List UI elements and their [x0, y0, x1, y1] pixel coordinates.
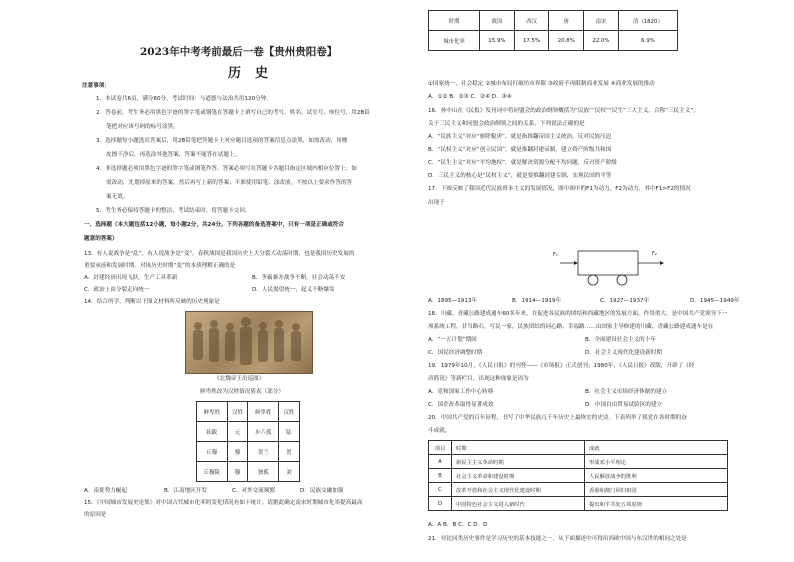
note-line: 1．本试卷共6页，满分60分，考试时间：与道德与法治共用120分钟。 — [96, 96, 272, 102]
table-cell: 形成邓小平理论 — [585, 455, 728, 469]
table-cell: 丘穆 — [197, 442, 228, 462]
table-row — [429, 441, 728, 455]
q17-option-c: C．1927—1937年 — [600, 298, 650, 304]
table-row — [429, 455, 728, 469]
q18-stem-cont: 项系统工程，甘当路石，写民一家，民族团结的同心路、幸福路……由国家主导修建的川藏、青藏公路建成通车是在 — [428, 324, 714, 330]
table-cell: C — [429, 483, 452, 497]
note-line: 笔把对应该号码的标号涂黑。 — [106, 124, 179, 130]
q14-option-a: A．南徙势力崛起 — [84, 488, 127, 494]
table-cell: B — [429, 469, 452, 483]
q20-stem-cont: 斗成就， — [428, 428, 451, 434]
note-line: 需改动，先划掉原来的答案，然后再写上新的答案；不准使用铅笔、涂改液。不按以上要求作答的答 — [106, 180, 353, 186]
table-cell: 20.8% — [549, 31, 584, 51]
f1-label: F₁ — [553, 252, 558, 258]
force-diagram — [560, 241, 680, 291]
table-row — [429, 469, 728, 483]
table-cell: 汉姓 — [227, 402, 248, 422]
table-cell: 清（1820） — [618, 11, 677, 31]
table-cell: 15.9% — [480, 31, 515, 51]
notes-heading: 注意事项： — [82, 83, 110, 89]
page-title: 2023年中考考前最后一卷【贵州贵阳卷】 — [140, 46, 338, 58]
q21-stem: 21．对比同类历史事件是学习历史的基本技能之一。从下面描述中可得出西欧中国与东汉世的相同之处是 — [428, 536, 687, 542]
table-row — [197, 462, 300, 482]
q13-stem-cont: 重要承前和发展时期。对该历史时期“变”的本质理解正确的是 — [84, 263, 236, 269]
q17-stem: 17．下图反映了我国近代民族资本主义的发展情况，图中图中的F1为动力，F2为动力，其中F1>F2的情况 — [428, 186, 691, 192]
q13-option-a: A．封建经济出现飞跃，生产工具革新 — [84, 275, 178, 281]
q14-option-b: B．江南地区开发 — [164, 488, 207, 494]
q19-option-c: C．国企改革取得显著成效 — [428, 402, 494, 408]
q16-option-a: A．“民族主义”对应“驱除鞑虏”，就是指推翻帝国主义统治，反对民族压迫 — [428, 134, 612, 140]
table-cell: 鲜卑姓 — [248, 402, 279, 422]
achievements-table — [428, 440, 728, 511]
mural-caption: 《北魏帝王出巡图》 — [214, 376, 265, 382]
table-cell: 香港和澳门回归祖国 — [585, 483, 728, 497]
q14-option-c: C．对外交流频繁 — [232, 488, 276, 494]
table-cell: 时期 — [452, 441, 585, 455]
table-row — [429, 11, 678, 31]
note-line: 皮擦干净后，再选涂其他答案，答案不能答在试题上。 — [106, 152, 241, 158]
q15-answers: A．①② B．②③ C．②④ D．③④ — [428, 94, 512, 100]
table-cell: 拓跋 — [197, 422, 228, 442]
q19-stem: 19．1979年10月，《人民日报》的刊登——《市场报》正式创刊；1980年，《人民日报》改版，开辟了《经 — [428, 363, 695, 369]
q18-option-c: C．国民经济调整时期 — [428, 350, 483, 356]
table-cell: 元 — [227, 422, 248, 442]
table-cell: 中国特色社会主义进入新时代 — [452, 497, 585, 511]
table-cell: 汉姓 — [279, 402, 300, 422]
urbanization-table — [428, 10, 678, 51]
section-heading: 一、选择题（本大题包括12小题，每小题2分，共24分。下列各题的备选答案中，只有一项是正确或符合 — [84, 222, 344, 228]
table-cell: 22.0% — [584, 31, 619, 51]
q13-stem: 13．有人说战争是“乱”，有人说战争是“变”。春秋战国是我国历史上大分裂大动荡时期，也是我国历史发展的 — [84, 251, 355, 257]
note-line: 5．考生务必保持答题卡的整洁，考试结束时，将答题卡交回。 — [96, 208, 251, 214]
note-line: 4．非选择题必须用黑色字迹的签字笔或钢笔作答，答案必须写在答题卡各题目指定区域内相应位置上；如 — [96, 166, 357, 172]
q13-option-c: C．政治上由分裂走向统一 — [84, 287, 150, 293]
table-cell: 穆 — [227, 462, 248, 482]
q18-option-d: D．社会主义现代化建设新时期 — [585, 350, 663, 356]
q17-stem-cont: 出现于 — [428, 200, 445, 206]
f1-arrowhead — [574, 261, 578, 265]
table-cell: 步六孤 — [248, 422, 279, 442]
table-cell: A — [429, 455, 452, 469]
cart-wheel — [588, 275, 598, 285]
q17-option-d: D．1945—1949年 — [690, 298, 740, 304]
q16-stem-cont: 关于三民主义和同盟会政治纲领之间的关系，下列说法正确的是 — [428, 121, 585, 127]
table-cell: 穆 — [227, 442, 248, 462]
mural-figures — [186, 312, 312, 373]
table-cell: D — [429, 497, 452, 511]
q14-option-d: D．民族交融加强 — [300, 488, 344, 494]
table-cell: 西汉 — [514, 11, 549, 31]
table-cell: 独孤 — [248, 462, 279, 482]
q20-answers: A．A B．B C．C D．D — [428, 522, 488, 528]
q18-option-a: A．“一五计划”期间 — [428, 337, 477, 343]
note-line: 3．选择题每小题选出答案后，用2B铅笔把答题卡上对应题目选项的答案信息点涂黑，如需改动，用橡 — [96, 138, 348, 144]
table-row — [197, 442, 300, 462]
table-cell: 项目 — [429, 441, 452, 455]
q19-stem-cont: 济简讯》等新栏目，出现这种现象是因为 — [428, 376, 529, 382]
note-line: 案无效。 — [106, 194, 129, 200]
q19-option-b: B．社会主义市场经济体制的建立 — [585, 389, 668, 395]
table-cell: 鲜卑姓 — [197, 402, 228, 422]
table-row — [197, 402, 300, 422]
f2-arrowhead — [660, 261, 664, 265]
table-cell: 时期 — [429, 11, 480, 31]
table-row — [429, 31, 678, 51]
table-cell: 6.9% — [618, 31, 677, 51]
q20-stem: 20．中国共产党的百年征程，书写了中华民族几千年历史上最恢宏的史诗。下表列举了我党在各时期的奋 — [428, 415, 687, 421]
q16-option-b: B．“民权主义”对应“创立民国”，就是推翻封建帝制，建立资产阶级共和国 — [428, 147, 612, 153]
table-cell: 南宋 — [584, 11, 619, 31]
q16-option-c: C．“民生主义”对应“平均地权”，就是解决资源分配不均问题，反对资产阶级 — [428, 160, 617, 166]
surname-table-title: 鲜卑姓改为汉姓情况简表（部分） — [200, 389, 284, 395]
table-cell: 贺 — [279, 442, 300, 462]
q18-option-b: B．全面建设社会主义的十年 — [585, 337, 656, 343]
table-row — [197, 422, 300, 442]
q19-option-a: A．党和国家工作中心转移 — [428, 389, 494, 395]
q15-options: ①国家统一，社会稳定 ②城市布局打破坊市界限 ③政府不再限制商业发展 ④商业发展的推动 — [428, 81, 655, 87]
q15-stem-cont: 的原因是 — [84, 512, 107, 518]
table-row — [429, 497, 728, 511]
table-cell: 刘 — [279, 462, 300, 482]
mural-image — [185, 311, 313, 374]
table-cell: 人民解放战争的胜利 — [585, 469, 728, 483]
table-row — [429, 483, 728, 497]
surname-table — [196, 401, 300, 482]
note-line: 2．答卷前，考生务必用黑色字迹的签字笔或钢笔在答题卡上填写自己的考号、姓名、试室号、座位号，用2B铅 — [96, 110, 370, 116]
q15-stem: 15．《中国城市发展史论集》对中国古代城市化率的变化情况有如下统计。请据此确定南宋时期城市化率提高最高 — [84, 500, 363, 506]
q13-option-d: D．人民渴望统一，起义不断爆发 — [252, 287, 335, 293]
table-cell: 社会主义革命和建设时期 — [452, 469, 585, 483]
table-cell: 改革开放和社会主义现代化建设时期 — [452, 483, 585, 497]
q18-stem: 18．川藏、青藏公路建成通车60多年来，在促进各民族的团结和西藏地区的发展方面，作用重大，是中国共产党领导下一 — [428, 311, 728, 317]
table-cell: 陆 — [279, 422, 300, 442]
section-heading-cont: 题意的答案） — [84, 236, 118, 242]
table-cell: 贺兰 — [248, 442, 279, 462]
table-cell: 丘穆陵 — [197, 462, 228, 482]
cart-wheel — [617, 275, 627, 285]
q17-option-b: B．1914—1919年 — [512, 298, 562, 304]
table-cell: 新民主主义革命时期 — [452, 455, 585, 469]
q13-option-b: B．争霸兼并战争不断，社会动荡不安 — [252, 275, 346, 281]
cart-body — [578, 251, 638, 275]
table-cell: 17.5% — [514, 31, 549, 51]
q19-option-d: D．中国自由贸易试验区的建立 — [585, 402, 663, 408]
q14-stem: 14．结合所学，判断以下图文材料所反映的历史现象是 — [84, 299, 220, 305]
f2-label: F₂ — [652, 251, 657, 257]
q16-option-d: D．三民主义的核心是“民权主义”，就是要推翻封建专制，实现民国的平等 — [428, 173, 612, 179]
q17-option-a: A．1895—1913年 — [428, 298, 478, 304]
q16-stem: 16．孙中山在《民报》发刊词中将同盟会的政治纲领概括为“民族”“民权”“民生”三大主义，合称“三民主义”。 — [428, 108, 699, 114]
subject-title: 历史 — [228, 66, 283, 81]
table-cell: 战国 — [480, 11, 515, 31]
table-cell: 城市化率 — [429, 31, 480, 51]
table-cell: 唐 — [549, 11, 584, 31]
table-cell: 成就 — [585, 441, 728, 455]
table-cell: 提出和平共处五项原则 — [585, 497, 728, 511]
